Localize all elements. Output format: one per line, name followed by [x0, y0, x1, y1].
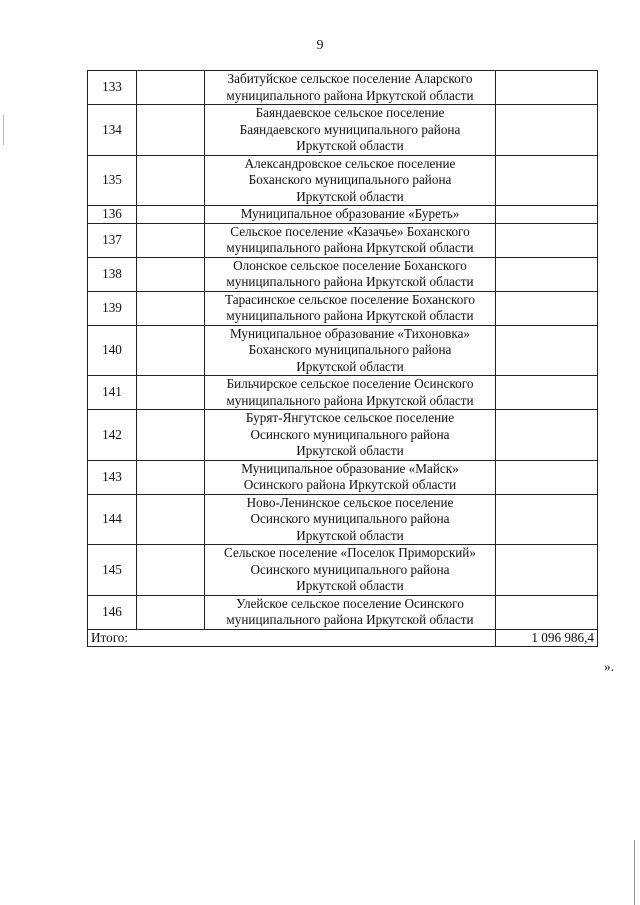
settlement-name — [205, 257, 496, 291]
settlement-name-line: муниципального района Иркутской области — [226, 240, 474, 255]
settlement-name-line: муниципального района Иркутской области — [226, 308, 474, 323]
settlement-name-line: Олонское сельское поселение Боханского — [233, 257, 467, 273]
empty-cell — [137, 460, 205, 494]
total-label: Итого: — [88, 629, 496, 647]
empty-cell — [137, 155, 205, 206]
settlement-name — [205, 291, 496, 325]
settlement-name-line: Муниципальное образование «Майск» — [241, 460, 459, 476]
settlement-name — [205, 595, 496, 629]
amount-cell — [496, 595, 598, 629]
settlement-name-line: Александровское сельское поселение — [244, 155, 456, 171]
amount-cell — [496, 376, 598, 410]
settlement-name-line: Иркутской области — [296, 358, 404, 374]
table-row — [88, 257, 598, 291]
empty-cell — [137, 71, 205, 105]
settlement-name-line: Иркутской области — [296, 138, 404, 153]
amount-cell — [496, 105, 598, 156]
settlement-name-line: Улейское сельское поселение Осинского — [236, 595, 464, 611]
settlement-name-line: Иркутской области — [296, 188, 404, 204]
amount-cell — [496, 223, 598, 257]
empty-cell — [137, 595, 205, 629]
table-row — [88, 223, 598, 257]
table-row — [88, 595, 598, 629]
total-row — [88, 629, 598, 647]
settlement-name — [205, 105, 496, 156]
amount-cell — [496, 71, 598, 105]
settlement-name-line: Бильчирское сельское поселение Осинского — [226, 376, 474, 391]
row-number: 134 — [88, 105, 137, 156]
table-row — [88, 291, 598, 325]
table-row — [88, 105, 598, 156]
settlement-name-line: муниципального района Иркутской области — [226, 274, 474, 289]
settlement-name — [205, 71, 496, 105]
row-number: 138 — [88, 257, 137, 291]
amount-cell — [496, 155, 598, 206]
amount-cell — [496, 545, 598, 596]
settlement-name — [205, 376, 496, 410]
settlement-name — [205, 494, 496, 545]
amount-cell — [496, 494, 598, 545]
allocation-table — [87, 70, 598, 647]
table-row — [88, 155, 598, 206]
settlement-name-line: Баяндаевское сельское поселение — [255, 105, 445, 120]
amount-cell — [496, 410, 598, 461]
row-number: 143 — [88, 460, 137, 494]
table-row — [88, 325, 598, 376]
row-number: 135 — [88, 155, 137, 206]
settlement-name-line: Осинского муниципального района — [250, 511, 450, 526]
empty-cell — [137, 325, 205, 376]
row-number: 142 — [88, 410, 137, 461]
table-row — [88, 494, 598, 545]
settlement-name-line: муниципального района Иркутской области — [226, 392, 474, 408]
row-number: 139 — [88, 291, 137, 325]
row-number: 133 — [88, 71, 137, 105]
settlement-name-line: Иркутской области — [296, 443, 404, 458]
row-number: 136 — [88, 206, 137, 224]
total-value: 1 096 986,4 — [496, 629, 598, 647]
amount-cell — [496, 460, 598, 494]
settlement-name-line: Бурят-Янгутское сельское поселение — [245, 410, 455, 425]
amount-cell — [496, 257, 598, 291]
amount-cell — [496, 291, 598, 325]
closing-quote-mark: ». — [604, 659, 614, 674]
settlement-name-line: Осинского района Иркутской области — [243, 477, 457, 492]
empty-cell — [137, 206, 205, 224]
empty-cell — [137, 105, 205, 156]
empty-cell — [137, 291, 205, 325]
amount-cell — [496, 206, 598, 224]
row-number: 141 — [88, 376, 137, 410]
settlement-name-line: Муниципальное образование «Тихоновка» — [229, 325, 471, 341]
row-number: 145 — [88, 545, 137, 596]
row-number: 137 — [88, 223, 137, 257]
settlement-name — [205, 325, 496, 376]
settlement-name-line: Осинского муниципального района — [250, 561, 450, 577]
settlement-name-line: Иркутской области — [296, 578, 404, 593]
scan-edge-right — [634, 840, 635, 905]
empty-cell — [137, 545, 205, 596]
settlement-name-line: Муниципальное образование «Буреть» — [240, 206, 460, 221]
settlement-name — [205, 223, 496, 257]
settlement-name-line: Сельское поселение «Поселок Приморский» — [224, 545, 476, 560]
settlement-name-line: Иркутской области — [296, 527, 404, 543]
settlement-name — [205, 155, 496, 206]
settlement-name-line: Забитуйское сельское поселение Аларского — [227, 71, 473, 86]
table-row — [88, 376, 598, 410]
settlement-name-line: Ново-Ленинское сельское поселение — [246, 494, 454, 510]
settlement-name-line: Сельское поселение «Казачье» Боханского — [230, 223, 470, 239]
empty-cell — [137, 223, 205, 257]
empty-cell — [137, 257, 205, 291]
table-row — [88, 545, 598, 596]
settlement-name — [205, 206, 496, 224]
page-number: 9 — [316, 38, 324, 53]
table-row — [88, 71, 598, 105]
table-row — [88, 410, 598, 461]
settlement-name — [205, 410, 496, 461]
settlement-name-line: муниципального района Иркутской области — [226, 87, 474, 103]
settlement-name — [205, 545, 496, 596]
empty-cell — [137, 376, 205, 410]
table-row — [88, 206, 598, 224]
settlement-name-line: Тарасинское сельское поселение Боханского — [224, 291, 476, 307]
settlement-name-line: Осинского муниципального района — [250, 426, 450, 442]
empty-cell — [137, 410, 205, 461]
row-number: 140 — [88, 325, 137, 376]
settlement-name-line: Баяндаевского муниципального района — [239, 121, 461, 137]
settlement-name-line: муниципального района Иркутской области — [226, 612, 474, 627]
settlement-name-line: Боханского муниципального района — [248, 342, 452, 357]
row-number: 144 — [88, 494, 137, 545]
row-number: 146 — [88, 595, 137, 629]
table-row — [88, 460, 598, 494]
table-body — [88, 71, 598, 647]
empty-cell — [137, 494, 205, 545]
scan-edge-left — [3, 115, 4, 145]
settlement-name-line: Боханского муниципального района — [248, 172, 452, 187]
amount-cell — [496, 325, 598, 376]
settlement-name — [205, 460, 496, 494]
